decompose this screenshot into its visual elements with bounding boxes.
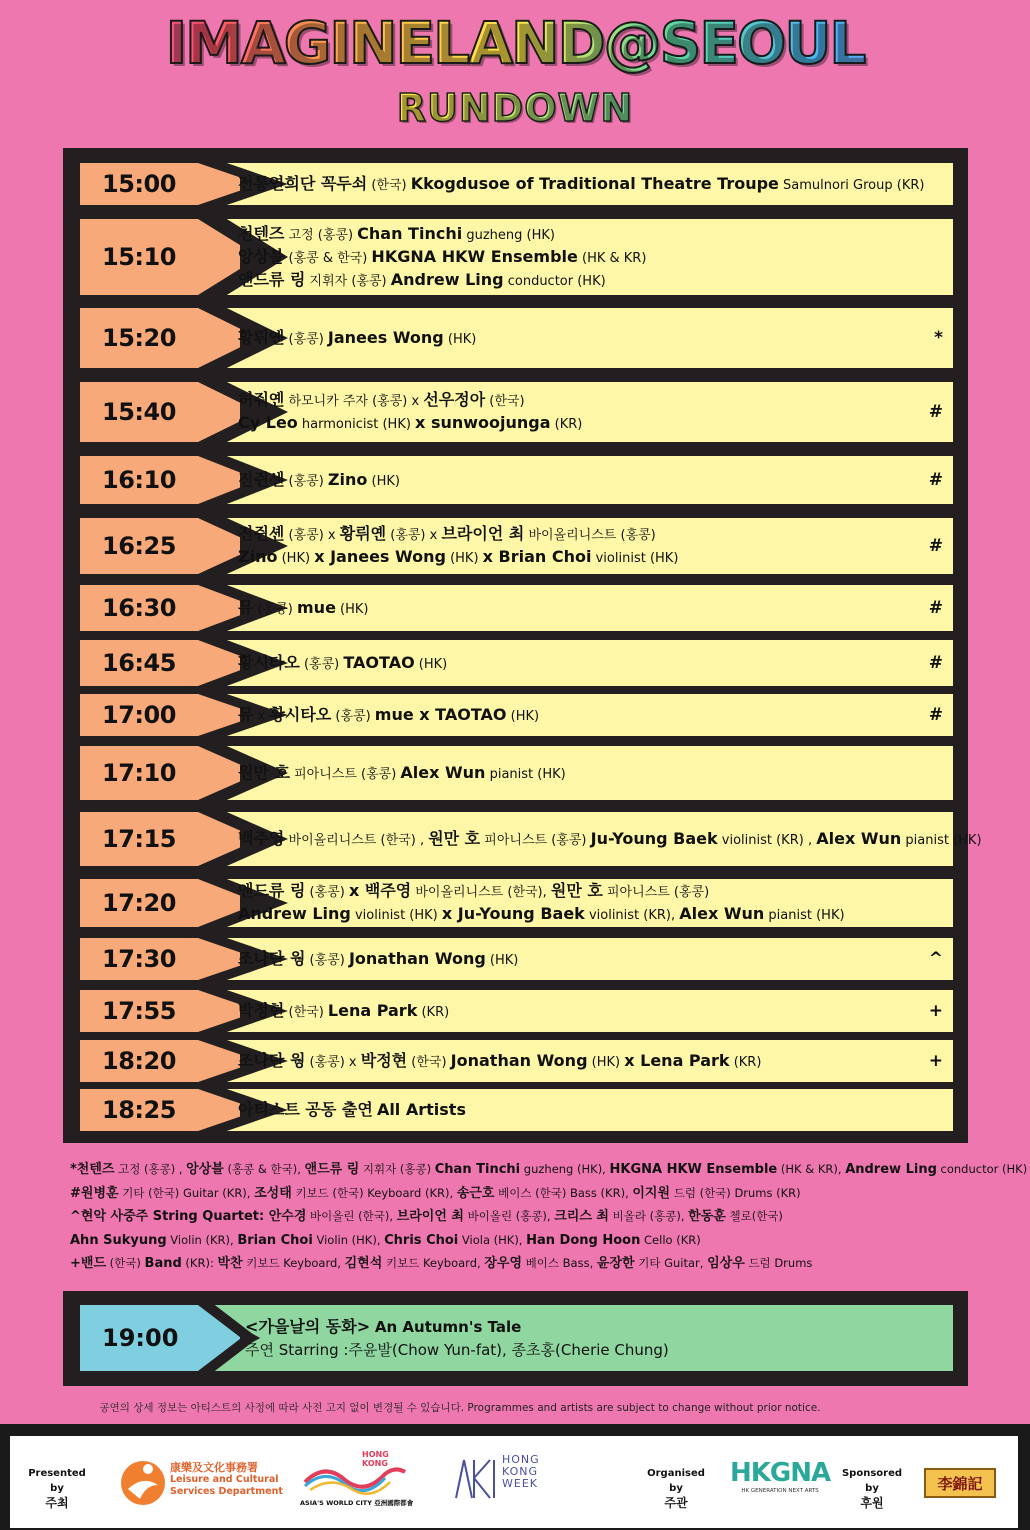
slot-time: 17:00: [80, 694, 240, 736]
performer-detail: conductor (HK): [936, 1162, 1028, 1176]
performer-detail: pianist (HK): [485, 766, 566, 782]
sponsored-by-label: Sponsored by 후원: [841, 1468, 903, 1510]
footnote-marker: #: [928, 598, 943, 618]
performer-detail: (HK): [277, 551, 315, 566]
performer-detail: (홍콩): [299, 656, 344, 672]
performer-name: 황시타오: [238, 652, 300, 672]
performer-name: 원만 호: [550, 881, 603, 900]
performer-detail: 하모니카 주자 (홍콩) x: [284, 394, 424, 409]
performer-detail: (KR): [729, 1054, 762, 1070]
schedule-row: [80, 640, 953, 686]
performer-detail: (한국): [106, 1256, 145, 1270]
performer-name: Kkogdusoe of Traditional Theatre Troupe: [410, 173, 779, 193]
performer-name: Jonathan Wong: [450, 1050, 588, 1070]
performer-name: 백주영: [238, 828, 285, 848]
slot-performers: [238, 1040, 939, 1082]
schedule-row: [80, 163, 953, 205]
performer-name: mue: [297, 597, 336, 617]
performer-name: 천텐즈: [238, 223, 285, 243]
performer-name: 뮤: [238, 597, 254, 617]
lkk-logo: 李錦記: [924, 1468, 996, 1498]
performer-detail: (홍콩): [305, 885, 349, 900]
performer-detail: 고정 (홍콩): [284, 227, 358, 243]
performer-detail: 피아니스트 (홍콩): [602, 885, 710, 900]
schedule-row: [80, 382, 953, 442]
performer-name: 송근호: [456, 1185, 495, 1201]
performer-detail: (홍콩): [253, 601, 297, 617]
performer-name: 박정현: [360, 1050, 408, 1070]
performer-detail: Cello (KR): [640, 1232, 701, 1247]
performer-name: Jonathan Wong: [348, 948, 486, 968]
schedule-row: [80, 518, 953, 574]
performer-name: HKGNA HKW Ensemble: [609, 1162, 778, 1177]
performer-name: 이지원: [632, 1185, 671, 1201]
hkw-mark-icon: [452, 1456, 498, 1502]
performer-name: 황뤼옌: [339, 524, 387, 543]
feature-title-ko: <가을날의 동화>: [245, 1316, 371, 1336]
performer-detail: conductor (HK): [503, 273, 606, 289]
schedule-row: [80, 879, 953, 927]
performer-name: 앙상블: [186, 1162, 224, 1177]
performer-detail: 키보드 Keyboard,: [242, 1256, 345, 1270]
slot-time: 18:25: [80, 1089, 240, 1131]
performer-detail: 바이올리니스트 (한국) ,: [284, 832, 429, 848]
slot-performers: [238, 694, 939, 736]
slot-time: 15:00: [80, 163, 240, 205]
performer-name: 브라이언 최: [396, 1209, 464, 1224]
performer-name: x Lena Park: [624, 1050, 730, 1070]
performer-detail: x: [253, 708, 270, 724]
performer-name: x Brian Choi: [482, 547, 592, 566]
performer-name: Cy Leo: [238, 413, 298, 432]
performer-detail: 베이스 Bass,: [522, 1256, 597, 1270]
slot-performers: [238, 585, 939, 631]
footnote-marker: #: [928, 653, 943, 673]
performer-name: Alex Wun: [400, 762, 486, 782]
footnote-line: [70, 1158, 1028, 1182]
performer-detail: (HK): [506, 708, 540, 724]
performer-name: Band: [144, 1256, 182, 1271]
performer-name: Janees Wong: [327, 327, 444, 347]
footnote-marker: ^: [928, 949, 943, 969]
performer-detail: (홍콩 & 한국): [284, 250, 372, 266]
performer-detail: 기타 Guitar,: [634, 1256, 708, 1270]
performer-detail: (홍콩 & 한국),: [223, 1162, 305, 1176]
performer-name: 황뤼옌: [238, 327, 285, 347]
disclaimer: 공연의 상세 정보는 아티스트의 사정에 따라 사전 고지 없이 변경될 수 있습니다. Programmes and artists are subject to change without prior notice.: [99, 1402, 821, 1414]
schedule-row: [80, 456, 953, 504]
slot-time: 17:55: [80, 990, 240, 1032]
performer-name: 조나단 웡: [238, 948, 306, 968]
performer-detail: (KR):: [181, 1256, 218, 1270]
slot-performers: [238, 163, 939, 205]
performer-detail: (홍콩) x: [284, 528, 340, 543]
performer-name: x Janees Wong: [314, 547, 446, 566]
performer-detail: 드럼 (한국) Drums (KR): [670, 1185, 801, 1200]
performer-name: 앙상블: [238, 246, 285, 266]
performer-detail: (HK & KR): [577, 250, 647, 266]
slot-performers: [238, 879, 939, 927]
performer-name: 브라이언 최: [441, 524, 525, 543]
performer-name: 황시타오: [269, 704, 332, 724]
lcsd-logo: [118, 1455, 168, 1515]
hkgna-logo: HKGNA HK GENERATION NEXT ARTS: [730, 1458, 831, 1494]
performer-detail: 바이올리니스트 (홍콩): [524, 528, 656, 543]
organised-by-label: Organised by 주관: [647, 1468, 705, 1510]
performer-detail: (홍콩) x: [305, 1054, 361, 1070]
performer-name: 크리스 최: [554, 1209, 609, 1224]
slot-performers: [238, 456, 939, 504]
performer-name: #원병훈: [70, 1185, 119, 1201]
performer-name: TAOTAO: [343, 652, 415, 672]
performer-detail: (HK): [335, 601, 369, 617]
slot-performers: [238, 219, 939, 295]
slot-time: 15:10: [80, 219, 240, 295]
performer-name: Alex Wun: [679, 904, 765, 923]
slot-time: 16:10: [80, 456, 240, 504]
performer-name: Chris Choi: [384, 1232, 459, 1248]
performer-name: *천텐즈: [70, 1162, 115, 1177]
performer-name: 허줘옌: [238, 390, 285, 409]
performer-detail: violinist (KR) ,: [717, 832, 817, 848]
performer-detail: (한국): [284, 1004, 328, 1020]
performer-detail: 지휘자 (홍콩): [359, 1162, 435, 1176]
performer-name: 장우영: [484, 1256, 523, 1271]
performer-detail: violinist (HK): [591, 551, 679, 566]
performer-detail: (HK): [367, 473, 400, 489]
performer-detail: 바이올린 (한국),: [306, 1209, 397, 1223]
slot-performers: [238, 746, 939, 800]
performer-detail: 기타 (한국) Guitar (KR),: [118, 1185, 255, 1200]
slot-performers: [238, 1089, 939, 1131]
performer-detail: (홍콩): [331, 708, 375, 724]
performer-name: 앤드류 링: [304, 1162, 360, 1177]
slot-performers: [238, 812, 982, 866]
performer-detail: (홍콩) x: [386, 528, 442, 543]
poster-title: IMAGINELAND@SEOUL: [0, 10, 1030, 76]
performer-detail: 비올라 (홍콩),: [609, 1209, 689, 1223]
performer-name: Ju-Young Baek: [590, 828, 718, 848]
footnote-line: [70, 1205, 970, 1229]
performer-detail: (홍콩): [305, 952, 349, 968]
slot-time: 16:30: [80, 585, 240, 631]
performer-name: x Ju-Young Baek: [441, 904, 585, 923]
slot-performers: [238, 938, 939, 980]
performer-detail: (KR): [417, 1004, 450, 1020]
schedule-row: [80, 694, 953, 736]
performer-name: 임상우: [707, 1256, 745, 1271]
footnotes: [70, 1158, 1028, 1276]
feature-content: [245, 1305, 945, 1371]
performer-name: 원만 호: [238, 762, 290, 782]
feature-starring: 주연 Starring :주윤발(Chow Yun-fat), 종초홍(Cherie Chung): [245, 1340, 669, 1359]
poster-subtitle: RUNDOWN: [0, 86, 1030, 130]
performer-detail: 바이올리니스트 (한국),: [411, 885, 551, 900]
performer-name: 진쥔셴: [238, 524, 285, 543]
footnote-marker: #: [928, 470, 943, 490]
performer-name: Andrew Ling: [845, 1162, 937, 1177]
lcsd-emblem-icon: [118, 1455, 168, 1511]
schedule-row: [80, 990, 953, 1032]
performer-name: Alex Wun: [816, 828, 902, 848]
performer-name: Brian Choi: [237, 1232, 313, 1248]
schedule-row: [80, 585, 953, 631]
schedule-row: [80, 746, 953, 800]
slot-time: 17:20: [80, 879, 240, 927]
footnote-marker: *: [934, 328, 943, 348]
performer-name: 앤드류 링: [238, 881, 306, 900]
performer-detail: pianist (HK): [764, 908, 845, 923]
presented-by-label: Presented by 주최: [28, 1468, 86, 1510]
performer-name: 진쥔센: [238, 469, 285, 489]
performer-detail: pianist (HK): [901, 832, 982, 848]
slot-time: 16:25: [80, 518, 240, 574]
slot-performers: [238, 308, 939, 368]
performer-name: 한동훈: [688, 1209, 726, 1224]
performer-name: Andrew Ling: [238, 904, 351, 923]
slot-time: 18:20: [80, 1040, 240, 1082]
performer-detail: 첼로(한국): [725, 1209, 783, 1223]
performer-detail: 고정 (홍콩) ,: [114, 1162, 187, 1176]
performer-detail: Violin (HK),: [312, 1232, 385, 1247]
performer-detail: Violin (KR),: [166, 1232, 238, 1247]
slot-performers: [238, 990, 939, 1032]
performer-name: Andrew Ling: [390, 269, 504, 289]
performer-detail: (홍콩): [284, 331, 328, 347]
slot-time: 17:15: [80, 812, 240, 866]
slot-time: 15:40: [80, 382, 240, 442]
performer-detail: violinist (KR),: [584, 908, 680, 923]
lcsd-text: 康樂及文化事務署 Leisure and Cultural Services Department: [170, 1461, 283, 1497]
performer-detail: (HK & KR),: [777, 1162, 846, 1176]
performer-name: x sunwoojunga: [415, 413, 551, 432]
performer-name: Chan Tinchi: [434, 1162, 521, 1177]
footnote-marker: +: [928, 1001, 943, 1021]
performer-name: 박정현: [238, 1000, 285, 1020]
performer-detail: (HK): [587, 1054, 625, 1070]
performer-detail: (한국): [407, 1054, 451, 1070]
performer-detail: (홍콩): [284, 473, 328, 489]
performer-detail: 키보드 Keyboard,: [382, 1256, 485, 1270]
performer-detail: (한국): [367, 177, 411, 193]
performer-detail: (HK): [445, 551, 483, 566]
performer-detail: 드럼 Drums: [744, 1256, 813, 1270]
slot-performers: [238, 640, 939, 686]
performer-detail: 지휘자 (홍콩): [305, 273, 391, 289]
performer-detail: Samulnori Group (KR): [778, 177, 925, 193]
schedule-row: [80, 938, 953, 980]
performer-name: 전통연희단 꼭두쇠: [238, 173, 368, 193]
performer-name: Zino: [238, 547, 278, 566]
performer-detail: 바이올린 (홍콩),: [463, 1209, 555, 1223]
slot-performers: [238, 382, 939, 442]
performer-detail: (HK): [443, 331, 477, 347]
performer-name: 윤장한: [596, 1256, 635, 1271]
performer-name: 조나단 웡: [238, 1050, 306, 1070]
schedule-row: [80, 1040, 953, 1082]
performer-name: 선우정아: [423, 390, 486, 409]
hkw-logo: HONG KONG WEEK: [452, 1456, 498, 1506]
performer-name: Han Dong Hoon: [526, 1232, 641, 1248]
performer-name: 아티스트 공동 출연: [238, 1099, 373, 1119]
performer-detail: 베이스 (한국) Bass (KR),: [494, 1185, 633, 1200]
performer-name: +밴드: [70, 1256, 107, 1271]
footnote-line: [70, 1182, 970, 1206]
schedule-row: [80, 308, 953, 368]
brandhk-logo: HONG KONG ASIA'S WORLD CITY 亞洲國際都會: [300, 1450, 414, 1507]
performer-name: ^현악 사중주 String Quartet: 안수경: [70, 1209, 307, 1224]
performer-name: Zino: [327, 469, 368, 489]
performer-name: 박찬: [217, 1256, 243, 1271]
feature-time: 19:00: [80, 1305, 240, 1371]
schedule-row: [80, 1089, 953, 1131]
feature-title-en: An Autumn's Tale: [374, 1317, 522, 1336]
performer-detail: guzheng (HK): [462, 227, 555, 243]
performer-detail: 키보드 (한국) Keyboard (KR),: [291, 1185, 457, 1200]
performer-name: 조성태: [254, 1185, 292, 1201]
performer-detail: 피아니스트 (홍콩): [289, 766, 401, 782]
performer-name: Chan Tinchi: [357, 223, 463, 243]
performer-detail: violinist (HK): [350, 908, 442, 923]
performer-name: Lena Park: [327, 1000, 418, 1020]
slot-performers: [238, 518, 939, 574]
performer-name: Ahn Sukyung: [70, 1232, 167, 1248]
performer-name: 원만 호: [428, 828, 481, 848]
performer-detail: guzheng (HK),: [520, 1162, 610, 1176]
performer-detail: (한국): [485, 394, 525, 409]
performer-detail: 피아니스트 (홍콩): [480, 832, 591, 848]
slot-time: 16:45: [80, 640, 240, 686]
performer-name: x 백주영: [348, 881, 412, 900]
performer-detail: (HK): [414, 656, 448, 672]
slot-time: 15:20: [80, 308, 240, 368]
footnote-line: [70, 1229, 970, 1253]
footnote-marker: +: [928, 1051, 943, 1071]
schedule-row: [80, 219, 953, 295]
slot-time: 17:10: [80, 746, 240, 800]
footnote-line: [70, 1252, 970, 1276]
performer-name: 앤드류 링: [238, 269, 306, 289]
performer-detail: (KR): [550, 417, 583, 432]
performer-name: 뮤: [238, 704, 254, 724]
footnote-marker: #: [928, 402, 943, 422]
performer-detail: (HK): [485, 952, 519, 968]
schedule-row: [80, 812, 982, 866]
performer-name: mue x TAOTAO: [374, 704, 507, 724]
footnote-marker: #: [928, 536, 943, 556]
performer-name: 김현석: [344, 1256, 383, 1271]
performer-name: All Artists: [376, 1099, 466, 1119]
performer-detail: harmonicist (HK): [297, 417, 416, 432]
footnote-marker: #: [928, 705, 943, 725]
slot-time: 17:30: [80, 938, 240, 980]
performer-detail: Viola (HK),: [458, 1232, 527, 1247]
performer-name: HKGNA HKW Ensemble: [371, 246, 578, 266]
